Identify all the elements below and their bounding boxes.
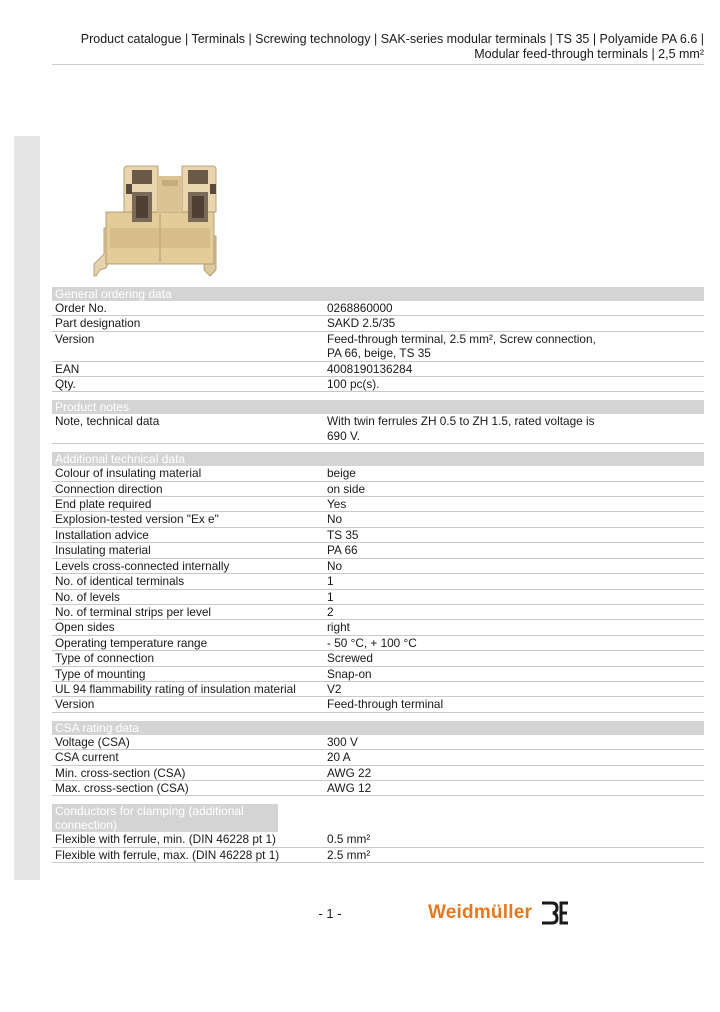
table-row [52,512,704,527]
row-label: CSA current [55,750,119,765]
table-row [52,559,704,574]
row-label: Colour of insulating material [55,466,202,481]
row-label: No. of terminal strips per level [55,604,212,619]
page-number: - 1 - [318,906,342,921]
breadcrumb-line-1: Product catalogue | Terminals | Screwing technology | SAK-series modular terminals | TS 35 | Polyamide PA 6.6 | [80,32,704,46]
section-general-ordering-data [52,287,704,392]
row-label: EAN [55,361,80,376]
row-value: right [327,620,350,635]
row-label: Insulating material [55,543,151,558]
row-value: PA 66 [327,543,358,558]
data-tables [52,287,704,871]
table-row [52,832,704,847]
row-label: Installation advice [55,527,149,542]
weidmuller-mark-icon [540,900,570,926]
breadcrumb [64,32,704,62]
row-value: No [327,558,343,573]
table-row [52,735,704,750]
row-label: Voltage (CSA) [55,734,130,749]
table-row [52,466,704,481]
row-label: Connection direction [55,481,163,496]
header-divider [52,64,704,65]
row-label: Levels cross-connected internally [55,558,230,573]
row-label: Part designation [55,316,141,331]
table-row [52,766,704,781]
section-csa-rating-data [52,721,704,797]
brand-name: Weidmüller [428,902,533,923]
table-row [52,605,704,620]
row-value: 0268860000 [327,301,393,315]
table-row [52,414,704,444]
row-label: No. of identical terminals [55,574,185,589]
row-value: TS 35 [327,527,359,542]
row-label: Type of mounting [55,666,146,681]
row-value: SAKD 2.5/35 [327,316,396,331]
product-image [86,158,236,280]
row-value: on side [327,481,366,496]
row-label: Explosion-tested version "Ex e" [55,512,219,527]
row-label: Note, technical data [55,414,160,429]
row-label: Max. cross-section (CSA) [55,780,189,795]
row-value: beige [327,466,356,481]
row-value: Snap-on [327,666,372,681]
table-row [52,781,704,796]
table-row [52,301,704,316]
table-row [52,651,704,666]
table-row [52,590,704,605]
row-label: No. of levels [55,589,120,604]
row-value: Screwed [327,651,373,666]
table-row [52,528,704,543]
row-value: With twin ferrules ZH 0.5 to ZH 1.5, rated voltage is 690 V. [327,414,595,443]
row-label: End plate required [55,497,152,512]
section-header: Conductors for clamping (additional connection) [52,804,278,832]
row-value: Feed-through terminal [327,697,444,712]
row-label: Open sides [55,620,115,635]
table-row [52,574,704,589]
row-value: No [327,512,343,527]
row-value: Yes [327,497,347,512]
section-product-notes [52,400,704,444]
row-label: Flexible with ferrule, min. (DIN 46228 pt 1) [55,832,276,847]
row-value: 4008190136284 [327,361,413,376]
section-additional-technical-data [52,452,704,713]
row-label: Order No. [55,301,107,315]
row-value: 1 [327,574,334,589]
side-bar [14,136,40,880]
table-row [52,543,704,558]
row-label: UL 94 flammability rating of insulation material [55,681,296,696]
row-value: AWG 22 [327,765,372,780]
row-label: Min. cross-section (CSA) [55,765,186,780]
brand-logo [428,900,570,926]
table-row [52,636,704,651]
row-label: Version [55,697,95,712]
section-header: Product notes [52,400,704,414]
section-conductors-for-clamping [52,804,704,863]
table-row [52,362,704,377]
row-value: 300 V [327,734,358,749]
row-value: 2.5 mm² [327,847,371,862]
table-row [52,750,704,765]
table-row [52,497,704,512]
section-header: Additional technical data [52,452,704,466]
table-row [52,682,704,697]
row-value: 100 pc(s). [327,377,380,392]
table-row [52,667,704,682]
section-header: General ordering data [52,287,704,301]
table-row [52,377,704,392]
breadcrumb-line-2: Modular feed-through terminals | 2,5 mm² [474,47,704,61]
row-value: - 50 °C, + 100 °C [327,635,417,650]
table-row [52,482,704,497]
row-label: Operating temperature range [55,635,208,650]
row-value: V2 [327,681,342,696]
row-label: Flexible with ferrule, max. (DIN 46228 pt 1) [55,847,280,862]
row-value: Feed-through terminal, 2.5 mm², Screw connection, PA 66, beige, TS 35 [327,331,596,361]
row-value: 20 A [327,750,351,765]
row-value: AWG 12 [327,780,372,795]
row-value: 1 [327,589,334,604]
table-row [52,697,704,712]
row-label: Version [55,331,95,346]
row-label: Qty. [55,377,76,392]
section-header: CSA rating data [52,721,704,735]
table-row [52,316,704,331]
table-row [52,332,704,362]
row-value: 0.5 mm² [327,832,371,847]
table-row [52,848,704,863]
row-value: 2 [327,604,334,619]
row-label: Type of connection [55,651,155,666]
table-row [52,620,704,635]
